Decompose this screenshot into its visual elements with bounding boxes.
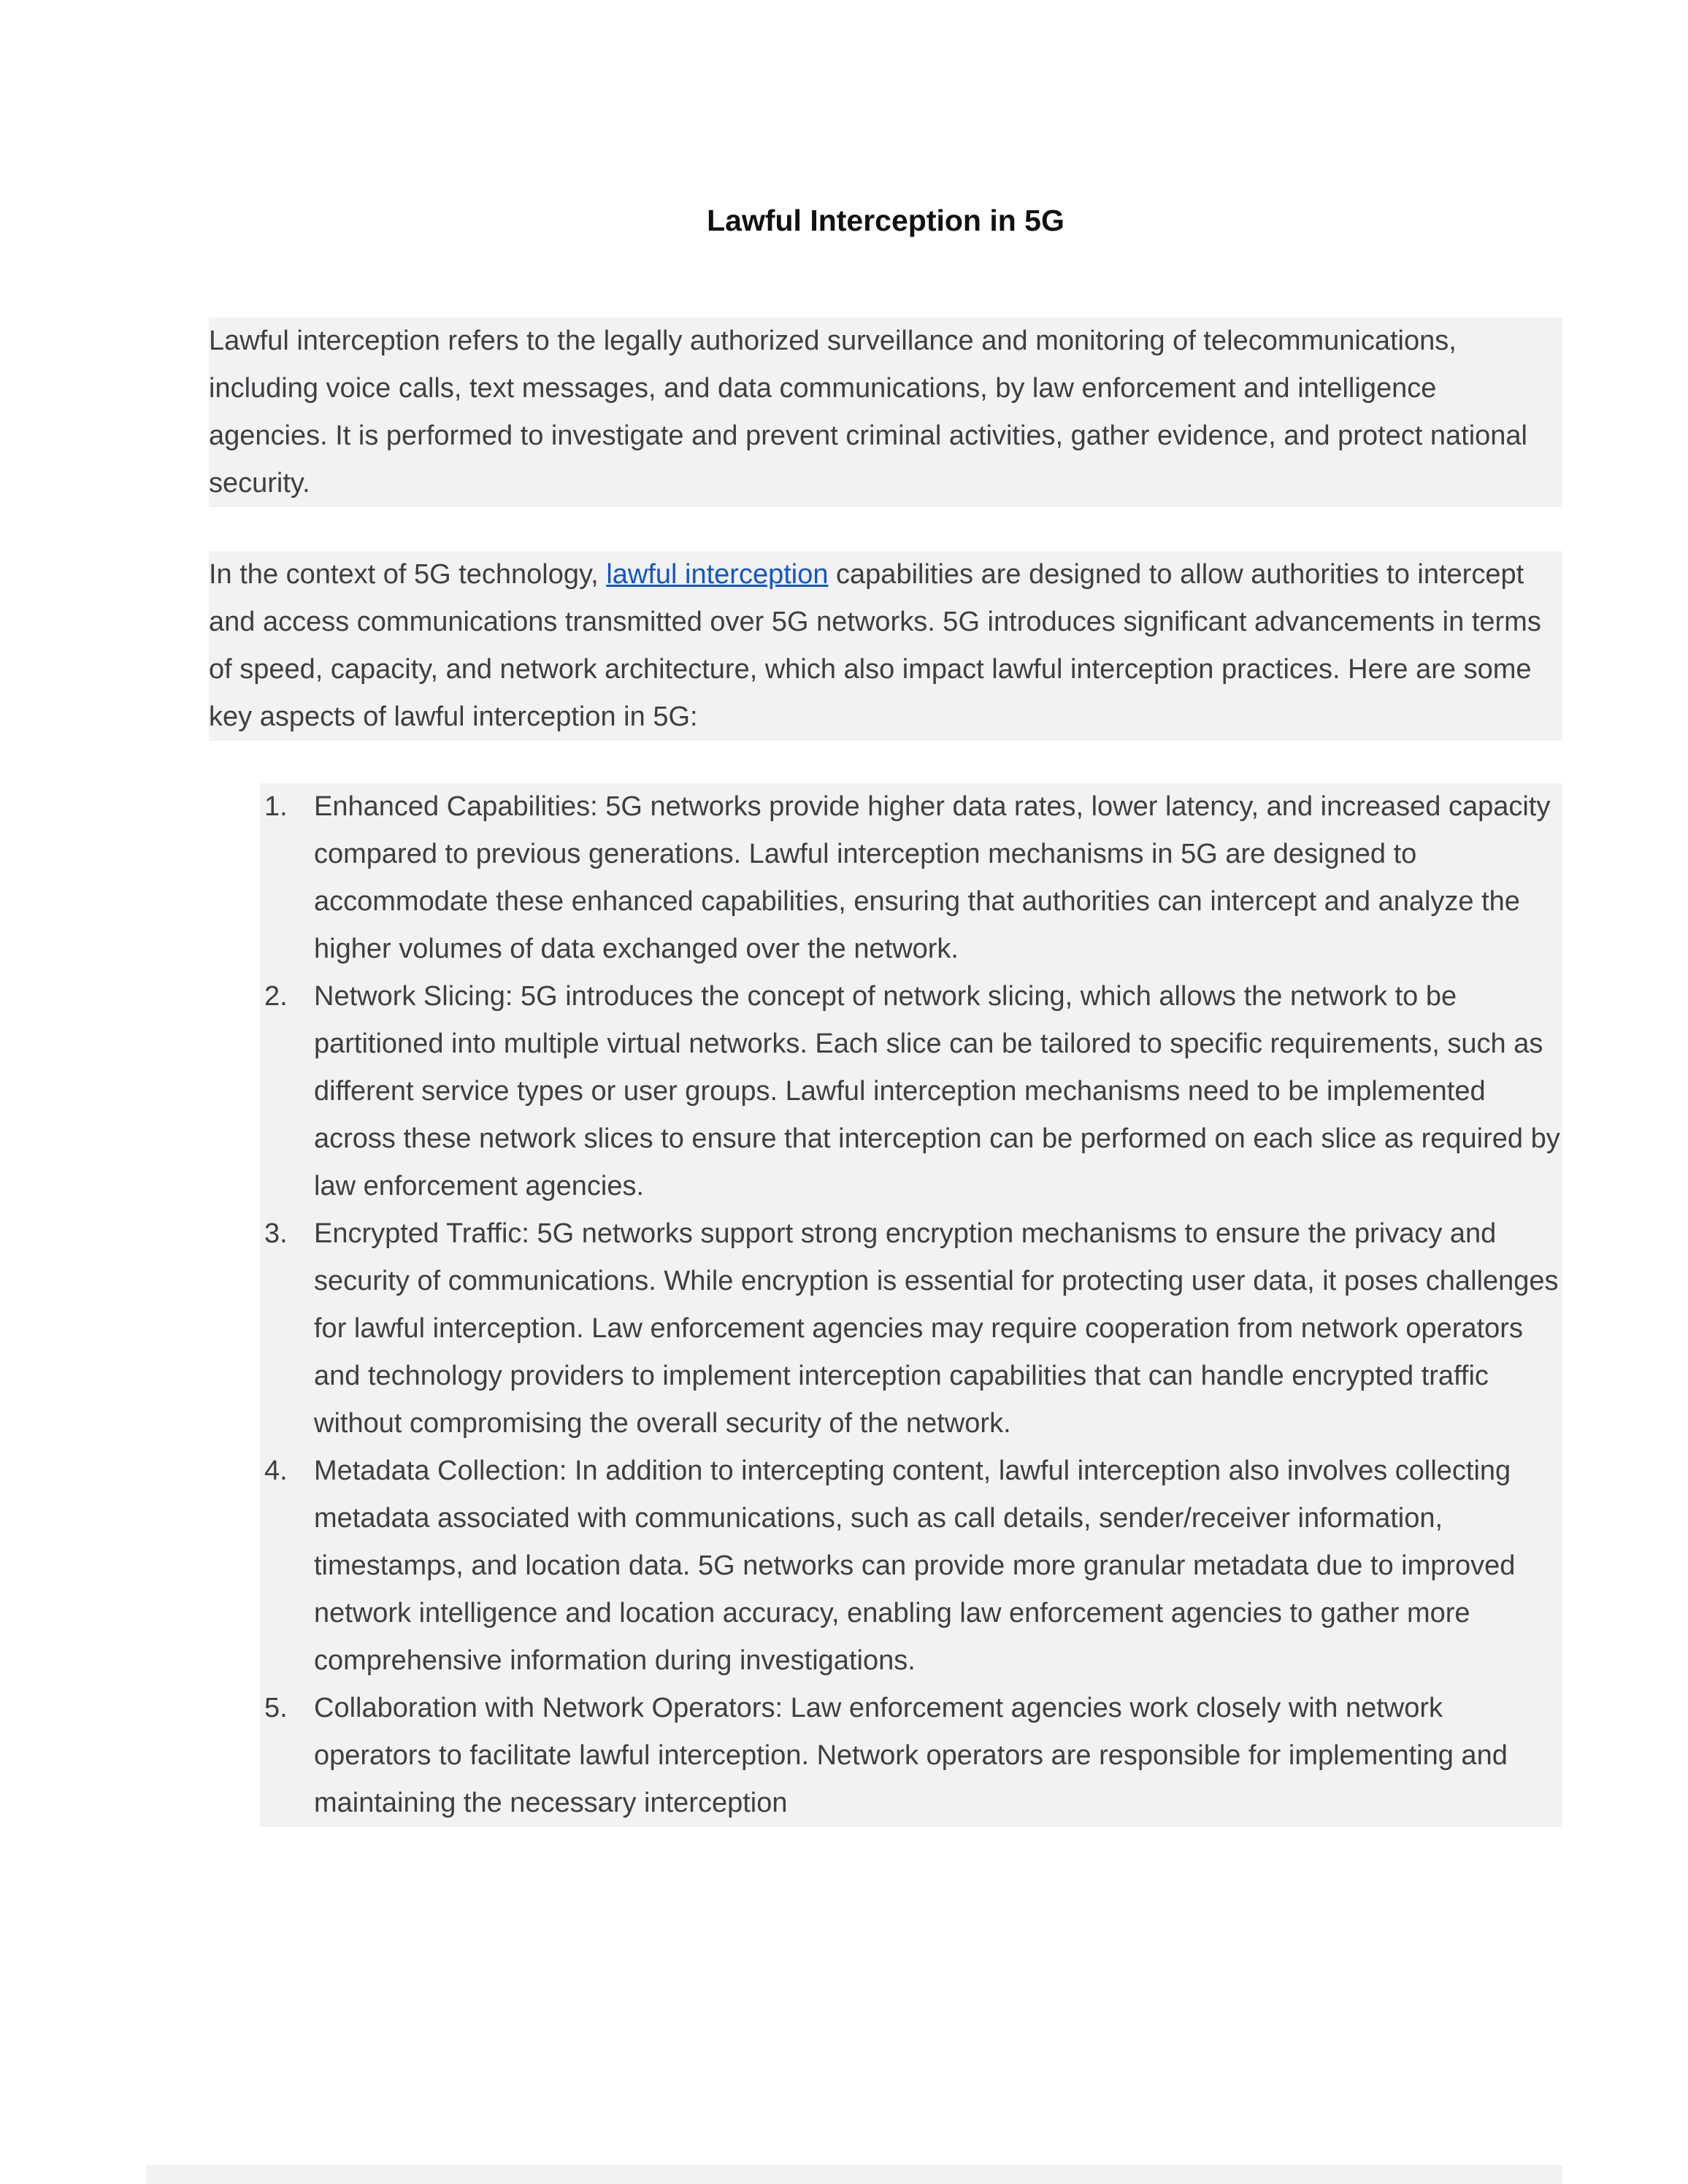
context-paragraph: [209, 551, 1562, 741]
list-item-text: Network Slicing: 5G introduces the concept of network slicing, which allows the network to be partitioned into multiple virtual networks. Each slice can be tailored to specific requirements, such as different service types or user groups. Lawful interception mechanisms need to be implemented across these network slices to ensure that interception can be performed on each slice as required by law enforcement agencies.: [314, 981, 1560, 1201]
list-item-text: Collaboration with Network Operators: Law enforcement agencies work closely with network operators to facilitate lawful interception. Network operators are responsible for implementing and maintaining the necessary interception: [314, 1693, 1508, 1818]
list-item-number: 1.: [264, 791, 288, 822]
context-paragraph-text-after-link: capabilities are designed to allow authorities to intercept and access communications transmitted over 5G networks. 5G introduces significant advancements in terms of speed, capacity, and network architecture, which also impact lawful interception practices. Here are some key aspects of lawful interception in 5G:: [209, 559, 1541, 732]
list-item-number: 2.: [264, 981, 288, 1012]
list-item: [260, 1447, 1562, 1685]
list-item: [260, 1210, 1562, 1447]
list-item-text: Metadata Collection: In addition to intercepting content, lawful interception also involves collecting metadata associated with communications, such as call details, sender/receiver information, timestamps, and location data. 5G networks can provide more granular metadata due to improved network intelligence and location accuracy, enabling law enforcement agencies to gather more comprehensive information during investigations.: [314, 1456, 1516, 1676]
list-item-text: Enhanced Capabilities: 5G networks provide higher data rates, lower latency, and increased capacity compared to previous generations. Lawful interception mechanisms in 5G are designed to accommodate these enhanced capabilities, ensuring that authorities can intercept and analyze the higher volumes of data exchanged over the network.: [314, 791, 1551, 964]
document-title: Lawful Interception in 5G: [707, 204, 1064, 237]
lawful-interception-link[interactable]: lawful interception: [606, 559, 829, 590]
list-item: [260, 783, 1562, 973]
list-item-number: 4.: [264, 1456, 288, 1486]
list-item: [260, 973, 1562, 1210]
intro-paragraph-text: Lawful interception refers to the legally authorized surveillance and monitoring of telecommunications, including voice calls, text messages, and data communications, by law enforcement and intelligence agencies. It is performed to investigate and prevent criminal activities, gather evidence, and protect national security.: [209, 326, 1528, 499]
intro-paragraph: [209, 318, 1562, 507]
list-item: [260, 1685, 1562, 1827]
clipped-highlight-strip: [146, 2165, 1562, 2184]
list-item-number: 3.: [264, 1218, 288, 1249]
list-item-text: Encrypted Traffic: 5G networks support strong encryption mechanisms to ensure the privacy and security of communications. While encryption is essential for protecting user data, it poses challenges for lawful interception. Law enforcement agencies may require cooperation from network operators and technology providers to implement interception capabilities that can handle encrypted traffic without compromising the overall security of the network.: [314, 1218, 1559, 1439]
key-aspects-list: [260, 783, 1562, 1827]
list-item-number: 5.: [264, 1693, 288, 1723]
context-paragraph-text-before-link: In the context of 5G technology,: [209, 559, 607, 590]
